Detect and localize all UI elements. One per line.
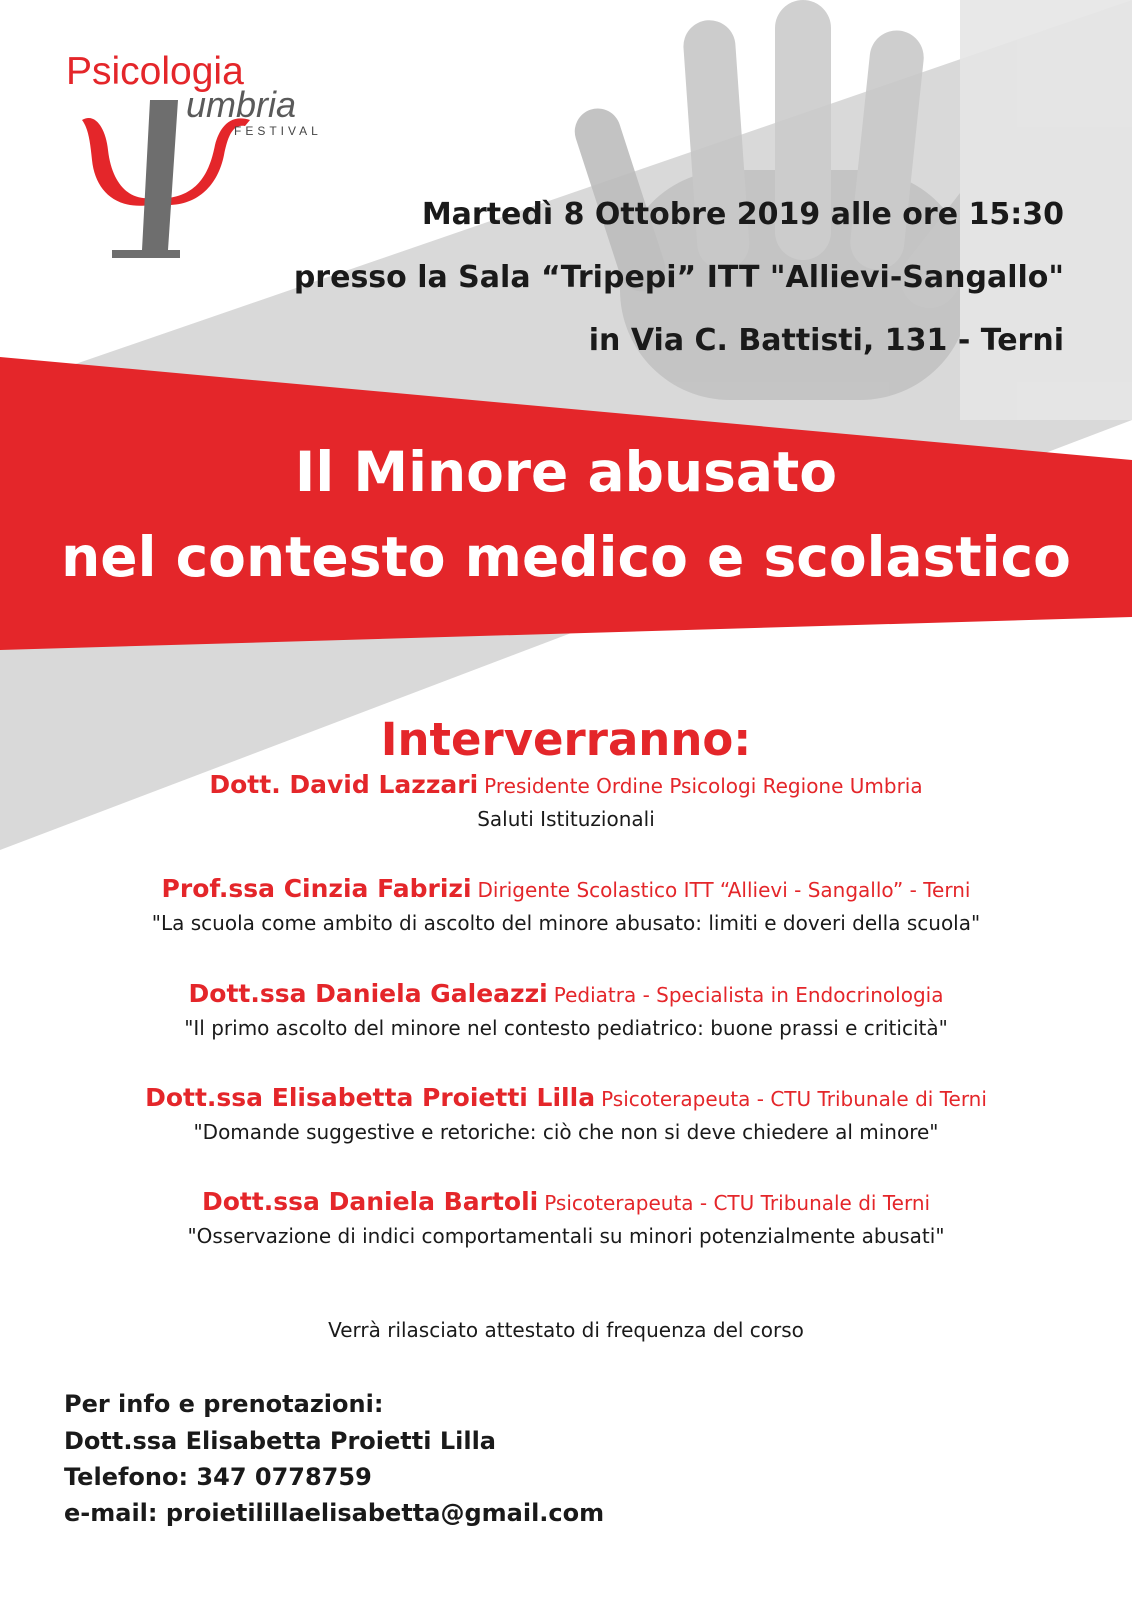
speaker-name: Dott.ssa Daniela Bartoli bbox=[201, 1187, 539, 1216]
speaker-role: Pediatra - Specialista in Endocrinologia bbox=[553, 983, 944, 1007]
certificate-note: Verrà rilasciato attestato di frequenza del corso bbox=[328, 1318, 804, 1342]
speaker-name: Prof.ssa Cinzia Fabrizi bbox=[161, 874, 472, 903]
logo-wordmark-festival: FESTIVAL bbox=[234, 124, 322, 138]
speaker-talk: "La scuola come ambito di ascolto del minore abusato: limiti e doveri della scuola" bbox=[151, 911, 981, 935]
speaker-talk: "Osservazione di indici comportamentali su minori potenzialmente abusati" bbox=[187, 1224, 945, 1248]
speaker-talk: "Domande suggestive e retoriche: ciò che non si deve chiedere al minore" bbox=[193, 1120, 939, 1144]
speaker-entry bbox=[0, 1083, 1132, 1144]
speaker-entry bbox=[0, 770, 1132, 831]
event-title-line-1: Il Minore abusato bbox=[294, 440, 838, 504]
speaker-talk: Saluti Istituzionali bbox=[477, 807, 655, 831]
speaker-talk: "Il primo ascolto del minore nel contesto pediatrico: buone prassi e criticità" bbox=[184, 1016, 948, 1040]
speaker-role: Psicoterapeuta - CTU Tribunale di Terni bbox=[544, 1191, 931, 1215]
speaker-entry bbox=[0, 874, 1132, 935]
event-date: Martedì 8 Ottobre 2019 alle ore 15:30 bbox=[421, 197, 1064, 232]
logo-wordmark-umbria: umbria bbox=[186, 84, 297, 125]
logo-wordmark-psicologia: Psicologia bbox=[66, 50, 244, 93]
speaker-entry bbox=[0, 979, 1132, 1040]
speaker-role: Dirigente Scolastico ITT “Allievi - Sangallo” - Terni bbox=[477, 878, 971, 902]
speaker-role: Presidente Ordine Psicologi Regione Umbria bbox=[484, 774, 923, 798]
event-title-line-2: nel contesto medico e scolastico bbox=[61, 525, 1071, 589]
speakers-heading: Interverranno: bbox=[380, 713, 752, 766]
speaker-entry bbox=[0, 1187, 1132, 1248]
speaker-role: Psicoterapeuta - CTU Tribunale di Terni bbox=[601, 1087, 987, 1111]
speaker-name: Dott. David Lazzari bbox=[209, 770, 479, 799]
contact-heading: Per info e prenotazioni: bbox=[64, 1390, 384, 1418]
event-address: in Via C. Battisti, 131 - Terni bbox=[588, 323, 1064, 358]
event-venue: presso la Sala “Tripepi” ITT "Allievi-Sangallo" bbox=[293, 260, 1064, 295]
contact-email[interactable]: e-mail: proietililla​elisabetta@gmail.com bbox=[64, 1499, 605, 1527]
contact-phone: Telefono: 347 0778759 bbox=[64, 1463, 372, 1491]
speaker-name: Dott.ssa Elisabetta Proietti Lilla bbox=[145, 1083, 596, 1112]
speaker-name: Dott.ssa Daniela Galeazzi bbox=[188, 979, 548, 1008]
contact-person: Dott.ssa Elisabetta Proietti Lilla bbox=[64, 1427, 496, 1455]
